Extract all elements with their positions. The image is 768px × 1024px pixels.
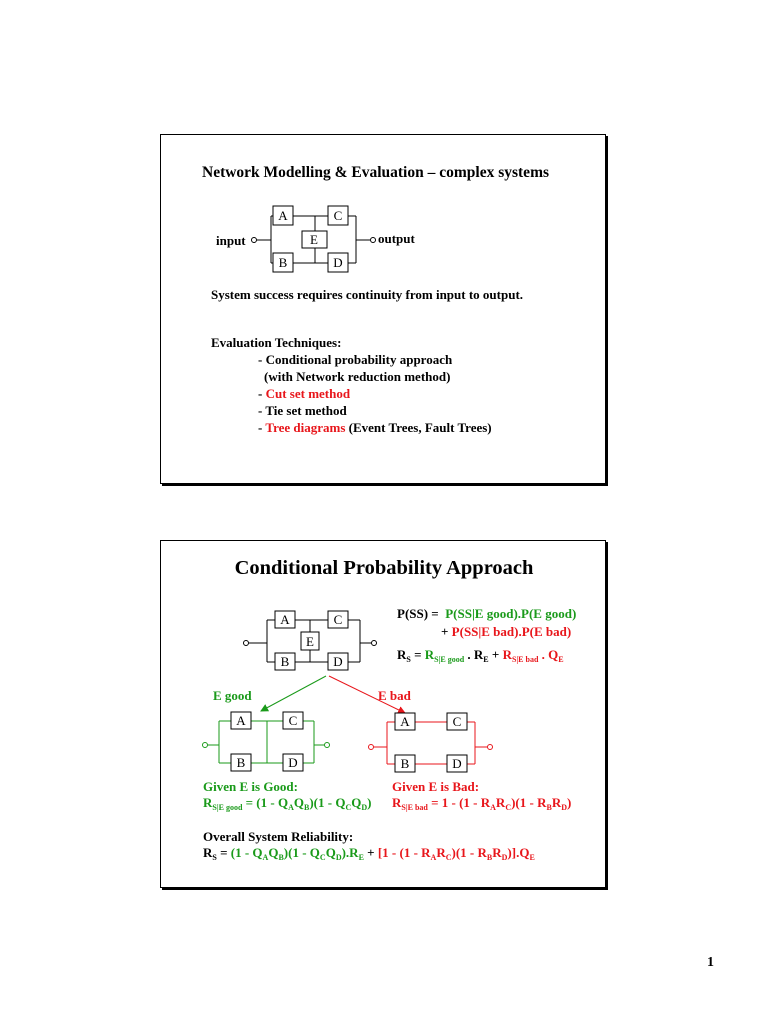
technique-conditional-note: (with Network reduction method)	[264, 369, 451, 384]
e-bad-network	[369, 722, 493, 764]
good-block-c-label: C	[288, 713, 298, 728]
success-statement: System success requires continuity from input to output.	[211, 287, 524, 302]
equation-pss-line1: P(SS) = P(SS|E good).P(E good)	[397, 606, 577, 621]
block-d-label: D	[333, 255, 343, 270]
block-b-label: B	[280, 654, 290, 669]
block-c-label: C	[333, 208, 343, 223]
given-good-formula: $R_{S|E good} = (1 - Q_AQ_B)(1 - Q_CQ_D)$	[203, 795, 372, 812]
technique-tie-set: - Tie set method	[258, 403, 347, 418]
slide-network-modelling	[160, 134, 606, 484]
slide-title: Network Modelling & Evaluation – complex systems	[202, 164, 550, 181]
good-block-b-label: B	[236, 755, 246, 770]
technique-tree-diagrams: - Tree diagrams (Event Trees, Fault Trees)	[258, 420, 492, 435]
bad-block-a-label: A	[400, 714, 410, 729]
e-good-label: E good	[213, 688, 252, 703]
given-good-heading: Given E is Good:	[203, 779, 298, 794]
page-number: 1	[707, 955, 714, 970]
block-b-label: B	[278, 255, 288, 270]
good-branch-arrow	[261, 676, 326, 711]
e-good-network	[203, 721, 330, 763]
block-a-label: A	[280, 612, 290, 627]
slide-title: Conditional Probability Approach	[234, 557, 534, 579]
technique-conditional: - Conditional probability approach	[258, 352, 453, 367]
overall-formula: $R_S = (1 - Q_AQ_B)(1 - Q_CQ_D).R_E + [1 - (1 - R_AR_C)(1 - R_BR_D)].Q_E$	[203, 845, 535, 862]
good-block-a-label: A	[236, 713, 246, 728]
given-bad-heading: Given E is Bad:	[392, 779, 480, 794]
block-e-label: E	[306, 634, 314, 649]
bad-block-d-label: D	[452, 756, 462, 771]
block-a-label: A	[278, 208, 288, 223]
bad-block-c-label: C	[452, 714, 462, 729]
good-block-d-label: D	[288, 755, 298, 770]
overall-heading: Overall System Reliability:	[203, 829, 354, 844]
e-bad-label: E bad	[378, 688, 411, 703]
evaluation-heading: Evaluation Techniques:	[211, 335, 342, 350]
input-label: input	[216, 233, 246, 248]
given-bad-formula: $R_{S|E bad} = 1 - (1 - R_AR_C)(1 - R_BR_D)$	[392, 795, 572, 812]
equation-pss-line2: + P(SS|E bad).P(E bad)	[441, 624, 572, 639]
output-label: output	[378, 231, 415, 246]
technique-cut-set: - Cut set method	[258, 386, 351, 401]
bad-block-b-label: B	[400, 756, 410, 771]
block-c-label: C	[333, 612, 343, 627]
bridge-network-diagram	[161, 135, 607, 295]
block-e-label: E	[310, 232, 318, 247]
equation-rs: $R_S = R_{S|E good}$ . $R_E + R_{S|E bad}$ . $Q_E$	[397, 647, 564, 664]
block-d-label: D	[333, 654, 343, 669]
slide-conditional-probability	[160, 540, 606, 888]
